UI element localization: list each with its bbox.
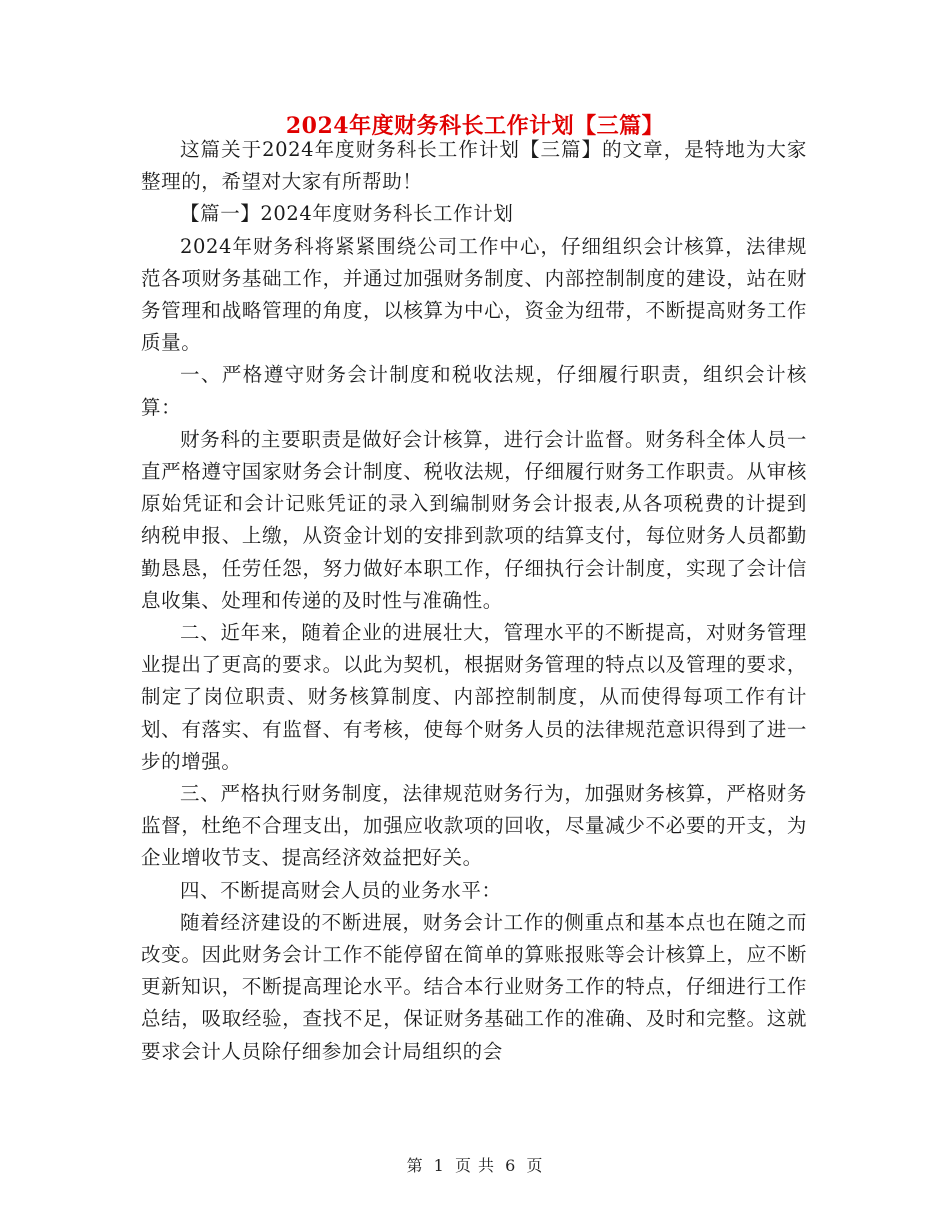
page-footer (0, 1153, 950, 1176)
current-page-number: 1 (433, 1156, 445, 1175)
page-label-suffix: 页 (526, 1156, 544, 1175)
body-paragraph: 四、不断提高财会人员的业务水平： (180, 878, 502, 902)
document-body (141, 134, 807, 1068)
intro-paragraph: 这篇关于2024年度财务科长工作计划【三篇】的文章，是特地为大家整理的，希望对大家有所帮助！ (141, 138, 807, 194)
body-paragraph: 随着经济建设的不断进展，财务会计工作的侧重点和基本点也在随之而改变。因此财务会计工作不能停留在简单的算账报账等会计核算上，应不断更新知识，不断提高理论水平。结合本行业财务工作的特点，仔细进行工作总结，吸取经验，查找不足，保证财务基础工作的准确、及时和完整。这就要求会计人员除仔细参加会计局组织的会 (141, 910, 807, 1063)
document-title: 2024年度财务科长工作计划【三篇】 (285, 113, 665, 139)
page-label-prefix: 第 (406, 1156, 424, 1175)
body-paragraph: 一、严格遵守财务会计制度和税收法规，仔细履行职责，组织会计核算： (141, 363, 807, 419)
total-pages-number: 6 (505, 1156, 517, 1175)
body-paragraph: 财务科的主要职责是做好会计核算，进行会计监督。财务科全体人员一直严格遵守国家财务会计制度、税收法规，仔细履行财务工作职责。从审核原始凭证和会计记账凭证的录入到编制财务会计报表,从各项税费的计提到纳税申报、上缴，从资金计划的安排到款项的结算支付，每位财务人员都勤勤恳恳，任劳任怨，努力做好本职工作，仔细执行会计制度，实现了会计信息收集、处理和传递的及时性与准确性。 (141, 427, 807, 612)
body-paragraph: 三、严格执行财务制度，法律规范财务行为，加强财务核算，严格财务监督，杜绝不合理支出，加强应收款项的回收，尽量减少不必要的开支，为企业增收节支、提高经济效益把好关。 (141, 782, 807, 870)
body-paragraph: 二、近年来，随着企业的进展壮大，管理水平的不断提高，对财务管理业提出了更高的要求。以此为契机，根据财务管理的特点以及管理的要求，制定了岗位职责、财务核算制度、内部控制制度，从而使得每项工作有计划、有落实、有监督、有考核，使每个财务人员的法律规范意识得到了进一步的增强。 (141, 621, 807, 773)
section-heading: 【篇一】2024年度财务科长工作计划 (180, 202, 514, 226)
body-paragraph: 2024年财务科将紧紧围绕公司工作中心，仔细组织会计核算，法律规范各项财务基础工作，并通过加强财务制度、内部控制制度的建设，站在财务管理和战略管理的角度，以核算为中心，资金为纽带，不断提高财务工作质量。 (141, 234, 807, 355)
page-label-mid: 页 共 (454, 1156, 496, 1175)
